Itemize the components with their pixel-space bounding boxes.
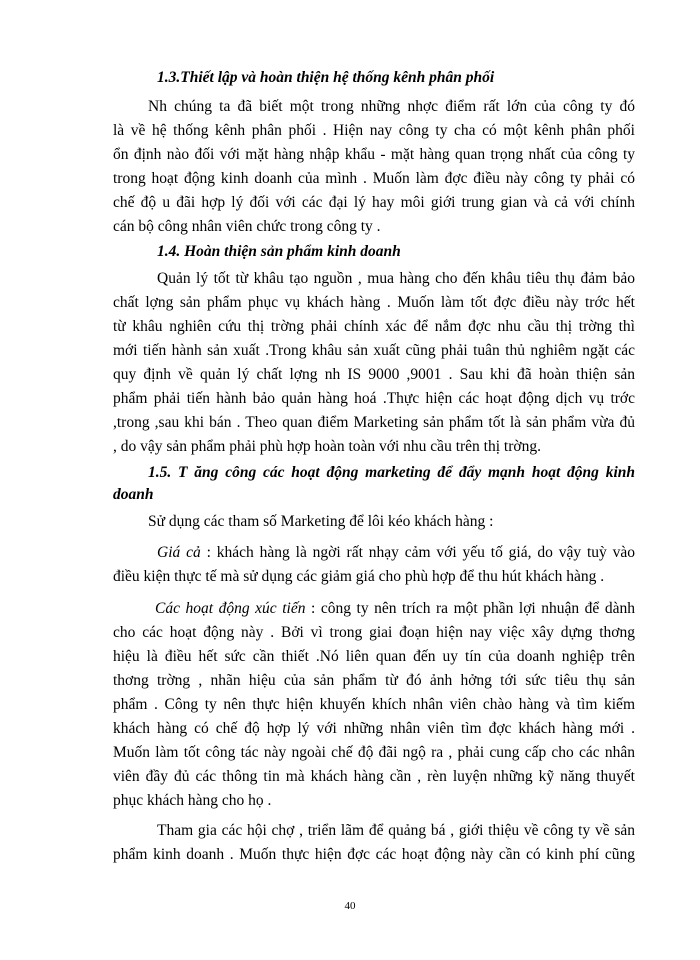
paragraph-line: khách hàng có chế độ hợp lý với những nhân viên tìm đợc khách hàng mới . (113, 720, 635, 737)
paragraph-line: điều kiện thực tế mà sử dụng các giảm giá cho phù hợp để thu hút khách hàng . (113, 568, 605, 585)
page-number: 40 (344, 900, 356, 912)
paragraph-line: , do vậy sản phẩm phải phù hợp hoàn toàn với nhu cầu trên thị trờng. (113, 438, 541, 455)
paragraph-line: hiệu là điều hết sức cần thiết .Nó liên quan đến uy tín của doanh nghiệp trên (113, 648, 635, 665)
paragraph-line: phẩm . Công ty nên thực hiện khuyến khích nhân viên chào hàng và tìm kiếm (113, 696, 635, 713)
heading-1-4: 1.4. Hoàn thiện sản phẩm kinh doanh (157, 243, 401, 260)
paragraph-line: Quản lý tốt từ khâu tạo nguồn , mua hàng cho đến khâu tiêu thụ đảm bảo (157, 270, 635, 287)
paragraph-line: trong hoạt động kinh doanh của mình . Muốn làm đợc điều này công ty phải có (113, 170, 635, 187)
paragraph-line: Muốn làm tốt công tác này ngoài chế độ đãi ngộ ra , phải cung cấp cho các nhân (113, 744, 635, 761)
heading-1-5: 1.5. T ăng công các hoạt động marketing để đẩy mạnh hoạt động kinh (148, 464, 635, 481)
paragraph-line: phẩm kinh doanh . Muốn thực hiện đợc các hoạt động này cần có kinh phí cũng (113, 846, 635, 863)
paragraph-line: mới tiến hành sản xuất .Trong khâu sản xuất cũng phải tuân thủ nghiêm ngặt các (113, 342, 635, 359)
paragraph-line: Tham gia các hội chợ , triển lãm để quảng bá , giới thiệu về công ty về sản (157, 822, 635, 839)
price-text: : khách hàng là ngời rất nhạy cảm với yếu tố giá, do vậy tuỳ vào (200, 544, 635, 561)
intro-line: Sử dụng các tham số Marketing để lôi kéo khách hàng : (148, 513, 494, 530)
paragraph-line: cho các hoạt động này . Bởi vì trong giai đoạn hiện nay việc xây dựng thơng (113, 624, 635, 641)
paragraph-line: từ khâu nghiên cứu thị trờng phải chính xác để nắm đợc nhu cầu thị trờng thì (113, 318, 635, 335)
paragraph-line: viên đầy đủ các thông tin mà khách hàng cần , rèn luyện những kỹ năng thuyết (113, 768, 635, 785)
paragraph-line: chế độ u đãi hợp lý đối với các đại lý hay môi giới trung gian và cả với chính (113, 194, 635, 211)
paragraph-line: thơng trờng , nhãn hiệu của sản phẩm từ đó ảnh hởng tới sức tiêu thụ sản (113, 672, 635, 689)
promo-label: Các hoạt động xúc tiến (155, 600, 306, 617)
paragraph-line: quy định về quản lý chất lợng nh IS 9000 ,9001 . Sau khi đã hoàn thiện sản (113, 366, 635, 383)
price-label: Giá cả (157, 544, 201, 561)
paragraph-line: cán bộ công nhân viên chức trong công ty . (113, 218, 381, 235)
paragraph-line: phẩm phải tiến hành bảo quản hàng hoá .Thực hiện các hoạt động dịch vụ trớc (113, 390, 635, 407)
paragraph-line: là về hệ thống kênh phân phối . Hiện nay công ty cha có một kênh phân phối (113, 122, 635, 139)
promo-paragraph-line (155, 598, 635, 620)
paragraph-line: ổn định nào đối với mặt hàng nhập khẩu - mặt hàng quan trọng nhất của công ty (113, 146, 635, 163)
heading-1-5-continued: doanh (113, 486, 154, 503)
paragraph-line: phục khách hàng cho họ . (113, 792, 272, 809)
paragraph-line: Nh chúng ta đã biết một trong những nhợc điểm rất lớn của công ty đó (148, 98, 635, 115)
paragraph-line: chất lợng sản phẩm phục vụ khách hàng . Muốn làm tốt đợc điều này trớc hết (113, 294, 635, 311)
price-paragraph-line (157, 542, 635, 564)
heading-1-3: 1.3.Thiết lập và hoàn thiện hệ thống kênh phân phối (157, 69, 495, 86)
promo-text: : công ty nên trích ra một phần lợi nhuận để dành (305, 600, 635, 617)
paragraph-line: ,trong ,sau khi bán . Theo quan điểm Marketing sản phẩm tốt là sản phẩm vừa đủ (113, 414, 635, 431)
